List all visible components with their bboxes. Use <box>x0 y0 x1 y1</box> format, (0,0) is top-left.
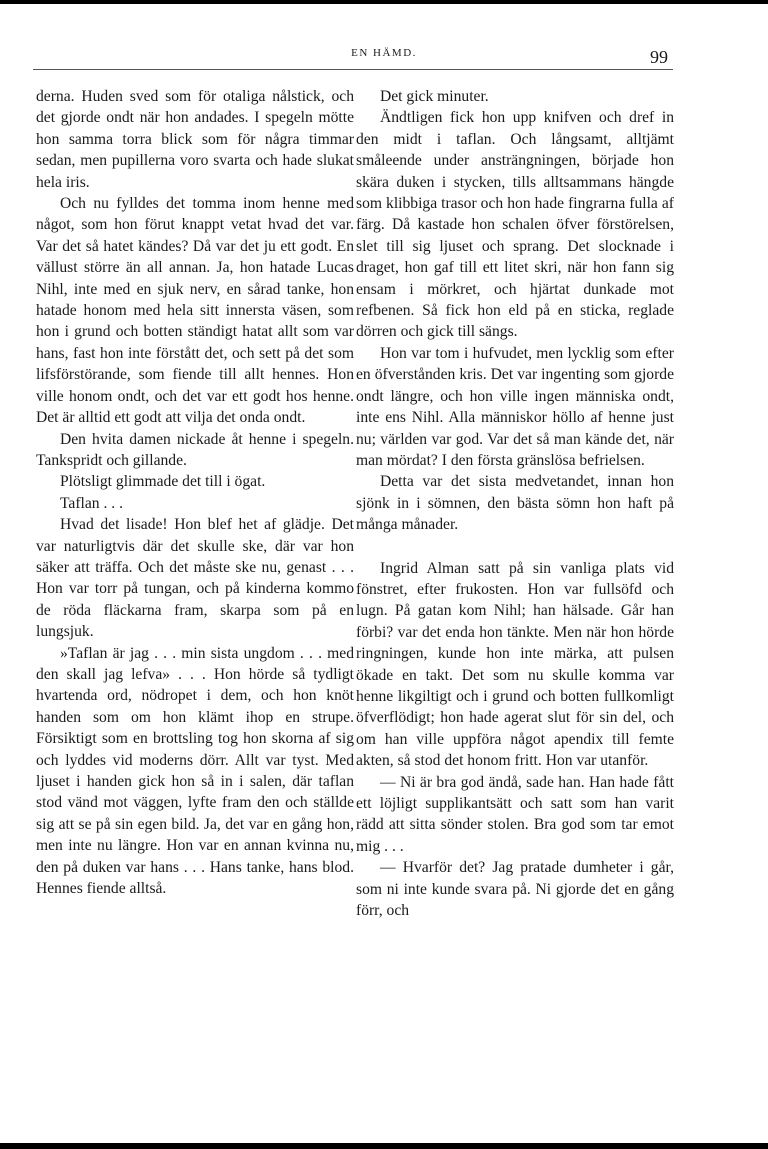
paragraph: Den hvita damen nickade åt henne i spegeln. Tankspridt och gillande. <box>36 430 354 469</box>
top-border <box>0 0 768 4</box>
right-column <box>356 86 674 921</box>
paragraph: »Taflan är jag . . . min sista ungdom . . . med den skall jag lefva» . . . Hon hörde så tydligt hvartenda ord, nödropet i dem, och hon knöt handen som om hon klämt ihop en strupe. Försiktigt som en brottsling tog hon skorna af sig och lyddes vid moderns dörr. Allt var tyst. Med ljuset i handen gick hon så in i salen, där taflan stod vänd mot väggen, lyfte fram den och ställde sig att se på sin egen bild. Ja, det var en gång hon, men inte nu längre. Hon var en annan kvinna nu, den på duken var hans . . . Hans tanke, hans blod. Hennes fiende alltså. <box>36 644 354 898</box>
paragraph: — Hvarför det? Jag pratade dumheter i går, som ni inte kunde svara på. Ni gjorde det en gång förr, och <box>356 859 674 920</box>
paragraph: Taflan . . . <box>60 494 123 512</box>
paragraph: Det gick minuter. <box>380 88 489 105</box>
running-header: EN HÄMD. <box>351 47 417 59</box>
paragraph: Detta var det sista medvetandet, innan hon sjönk in i sömnen, den bästa sömn hon haft på många månader. <box>356 473 674 534</box>
bottom-border <box>0 1143 768 1149</box>
paragraph: Plötsligt glimmade det till i ögat. <box>60 473 266 491</box>
paragraph: Hon var tom i hufvudet, men lycklig som efter en öfverstånden kris. Det var ingenting som gjorde ondt längre, och hon ville ingen människa ondt, inte ens Nihl. Alla människor höllo af henne just nu; världen var god. Var det så man kände det, när man mördat? I den första gränslösa befrielsen. <box>356 344 674 469</box>
header-rule <box>33 69 673 70</box>
paragraph: Ändtligen fick hon upp knifven och dref in den midt i taflan. Och långsamt, alltjämt småleende under ansträngningen, började hon skära duken i stycken, tills alltsammans hängde som klibbiga trasor och hon hade fingrarna fulla af färg. Då kastade hon schalen öfver förstörelsen, slet till sig ljuset och sprang. Det slocknade i draget, hon gaf till ett litet skri, när hon fann sig ensam i mörkret, och hjärtat dunkade mot refbenen. Så fick hon eld på en sticka, reglade dörren och gick till sängs. <box>356 109 674 341</box>
paragraph: Hvad det lisade! Hon blef het af glädje. Det var naturligtvis där det skulle ske, där var hon säker att träffa. Och det måste ske nu, genast . . . Hon var torr på tungan, och på kinderna kommo de röda fläckarna fram, skarpa som på en lungsjuk. <box>36 516 354 641</box>
paragraph: derna. Huden sved som för otaliga nålstick, och det gjorde ondt när hon andades. I spegeln mötte hon samma torra blick som för några timmar sedan, men pupillerna voro svarta och hade slukat hela iris. <box>36 88 354 191</box>
paragraph: Och nu fylldes det tomma inom henne med något, som hon förut knappt vetat hvad det var. Var det så hatet kändes? Då var det ju ett godt. En vällust större än all annan. Ja, hon hatade Lucas Nihl, inte med en sjuk nerv, en sårad tanke, hon hatade honom med hela sitt innersta väsen, som hon i grund och botten ständigt hatat allt som var hans, fast hon inte förstått det, och sett på det som lifsförstörande, som fiende till allt hennes. Hon ville honom ondt, och det var ett godt hos henne. Det är alltid ett godt att vilja det onda ondt. <box>36 195 354 427</box>
page-number: 99 <box>650 47 668 67</box>
paragraph: Ingrid Alman satt på sin vanliga plats vid fönstret, efter frukosten. Hon var fullsöfd och lugn. På gatan kom Nihl; han hälsade. Går han förbi? var det enda hon tänkte. Men när hon hörde ringningen, kunde hon inte märka, att pulsen ökade en takt. Det som nu skulle komma var henne likgiltigt och i grund och botten fullkomligt öfverflödigt; hon hade agerat slut för sin del, och om han ville uppföra något apendix till femte akten, så stod det honom fritt. Hon var utanför. <box>356 559 674 770</box>
paragraph: — Ni är bra god ändå, sade han. Han hade fått ett löjligt supplikantsätt och satt som han varit rädd att sitta sönder stolen. Bra god som tar emot mig . . . <box>356 773 674 855</box>
left-column <box>36 86 354 899</box>
